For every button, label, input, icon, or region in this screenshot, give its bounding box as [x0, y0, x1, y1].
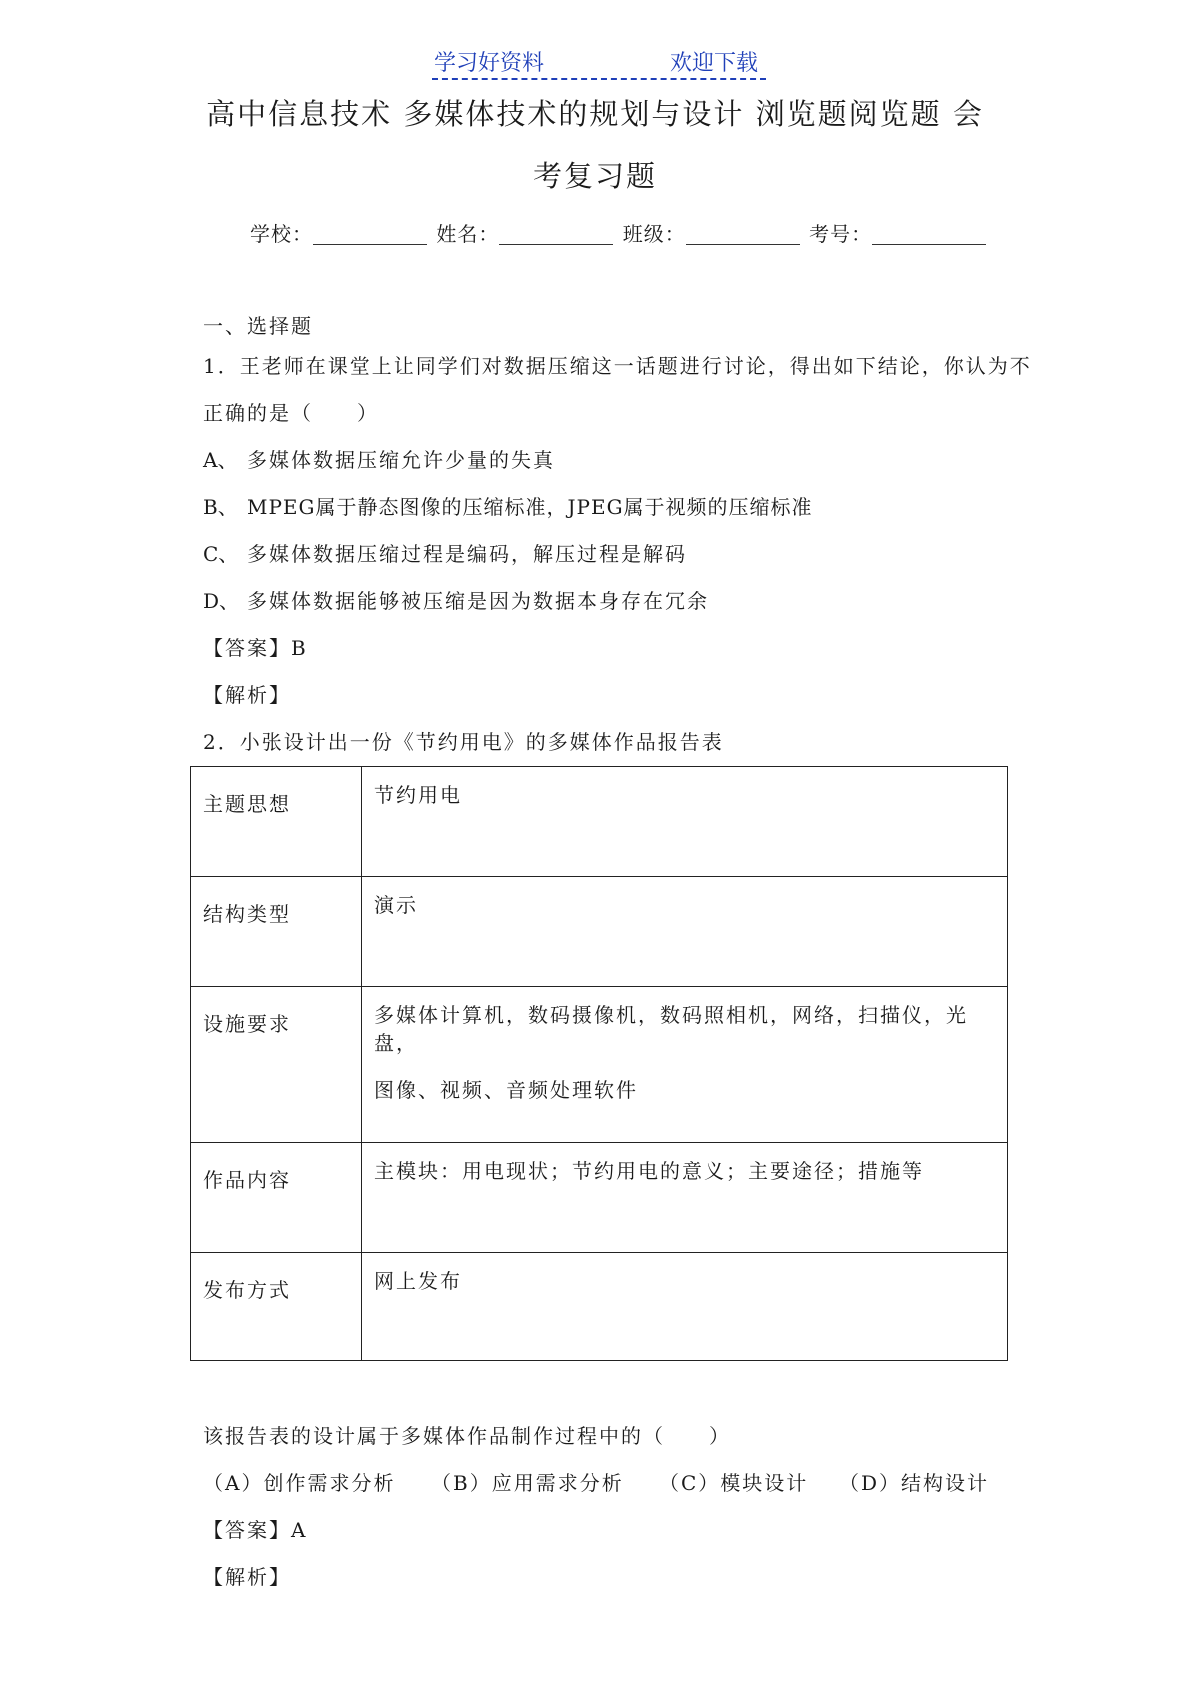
table-key-cell: 主题思想: [191, 767, 362, 877]
q1-stem-line-1: 1．王老师在课堂上让同学们对数据压缩这一话题进行讨论，得出如下结论，你认为不: [203, 354, 1032, 378]
q1-option-c: [203, 540, 687, 568]
section-heading: 一、选择题: [203, 314, 313, 338]
q1-option-b-text: MPEG属于静态图像的压缩标准，JPEG属于视频的压缩标准: [247, 495, 813, 519]
table-key-cell: 设施要求: [191, 987, 362, 1143]
table-value-line: 节约用电: [374, 783, 462, 807]
table-value-line: 演示: [374, 893, 418, 917]
info-label-class: 班级：: [622, 222, 686, 246]
q1-option-a-label: A、: [203, 448, 238, 472]
student-info-row: [250, 218, 988, 247]
info-label-exam-number: 考号：: [809, 222, 873, 246]
table-row: [191, 767, 1008, 877]
table-value-cell: [362, 987, 1008, 1143]
table-value-cell: [362, 1253, 1008, 1361]
table-value-line: 多媒体计算机，数码摄像机，数码照相机，网络，扫描仪，光盘，: [374, 1003, 968, 1055]
table-value-cell: [362, 877, 1008, 987]
info-label-name: 姓名：: [436, 222, 500, 246]
q2-choices: [203, 1469, 1003, 1497]
q1-analysis: 【解析】: [203, 683, 291, 707]
school-blank[interactable]: [313, 224, 427, 245]
q2-choice-a: （A）创作需求分析: [203, 1471, 396, 1495]
table-row: [191, 1143, 1008, 1253]
name-blank[interactable]: [499, 224, 613, 245]
page-header-banner: [0, 46, 1191, 82]
q2-choice-b: （B）应用需求分析: [431, 1471, 624, 1495]
q1-stem-line-2: 正确的是（ ）: [203, 401, 379, 425]
q1-option-d-label: D、: [203, 589, 240, 613]
q2-choice-d: （D）结构设计: [839, 1471, 990, 1495]
header-right-text: 欢迎下载: [670, 51, 759, 76]
q1-option-a-text: 多媒体数据压缩允许少量的失真: [247, 448, 555, 472]
q2-stem: 2．小张设计出一份《节约用电》的多媒体作品报告表: [203, 730, 724, 754]
header-left-text: 学习好资料: [434, 51, 545, 76]
q1-answer: 【答案】B: [203, 636, 308, 660]
q1-option-c-label: C、: [203, 542, 239, 566]
table-value-cell: [362, 1143, 1008, 1253]
q2-answer: 【答案】A: [203, 1518, 308, 1542]
table-key-cell: 发布方式: [191, 1253, 362, 1361]
class-blank[interactable]: [686, 224, 800, 245]
table-key-cell: 结构类型: [191, 877, 362, 987]
q1-option-c-text: 多媒体数据压缩过程是编码，解压过程是解码: [247, 542, 687, 566]
q1-option-d: [203, 587, 709, 615]
q1-option-d-text: 多媒体数据能够被压缩是因为数据本身存在冗余: [247, 589, 709, 613]
table-value-line: 网上发布: [374, 1269, 462, 1293]
table-key-cell: 作品内容: [191, 1143, 362, 1253]
q1-option-b: [203, 493, 813, 521]
table-row: [191, 987, 1008, 1143]
info-label-school: 学校：: [250, 222, 313, 246]
exam-number-blank[interactable]: [872, 224, 986, 245]
header-dashed-underline: [432, 78, 766, 80]
page-title-line-1: 高中信息技术 多媒体技术的规划与设计 浏览题阅览题 会: [206, 97, 984, 131]
table-row: [191, 1253, 1008, 1361]
q2-analysis: 【解析】: [203, 1565, 291, 1589]
q1-option-a: [203, 446, 555, 474]
table-value-cell: [362, 767, 1008, 877]
q2-choice-c: （C）模块设计: [659, 1471, 809, 1495]
report-table: [190, 766, 1008, 1361]
table-value-line: 图像、视频、音频处理软件: [374, 1078, 638, 1102]
page-title-line-2: 考复习题: [532, 159, 657, 193]
q2-followup: 该报告表的设计属于多媒体作品制作过程中的（ ）: [203, 1424, 731, 1448]
table-row: [191, 877, 1008, 987]
q1-option-b-label: B、: [203, 495, 238, 519]
table-value-line: 主模块：用电现状；节约用电的意义；主要途径；措施等: [374, 1159, 924, 1183]
